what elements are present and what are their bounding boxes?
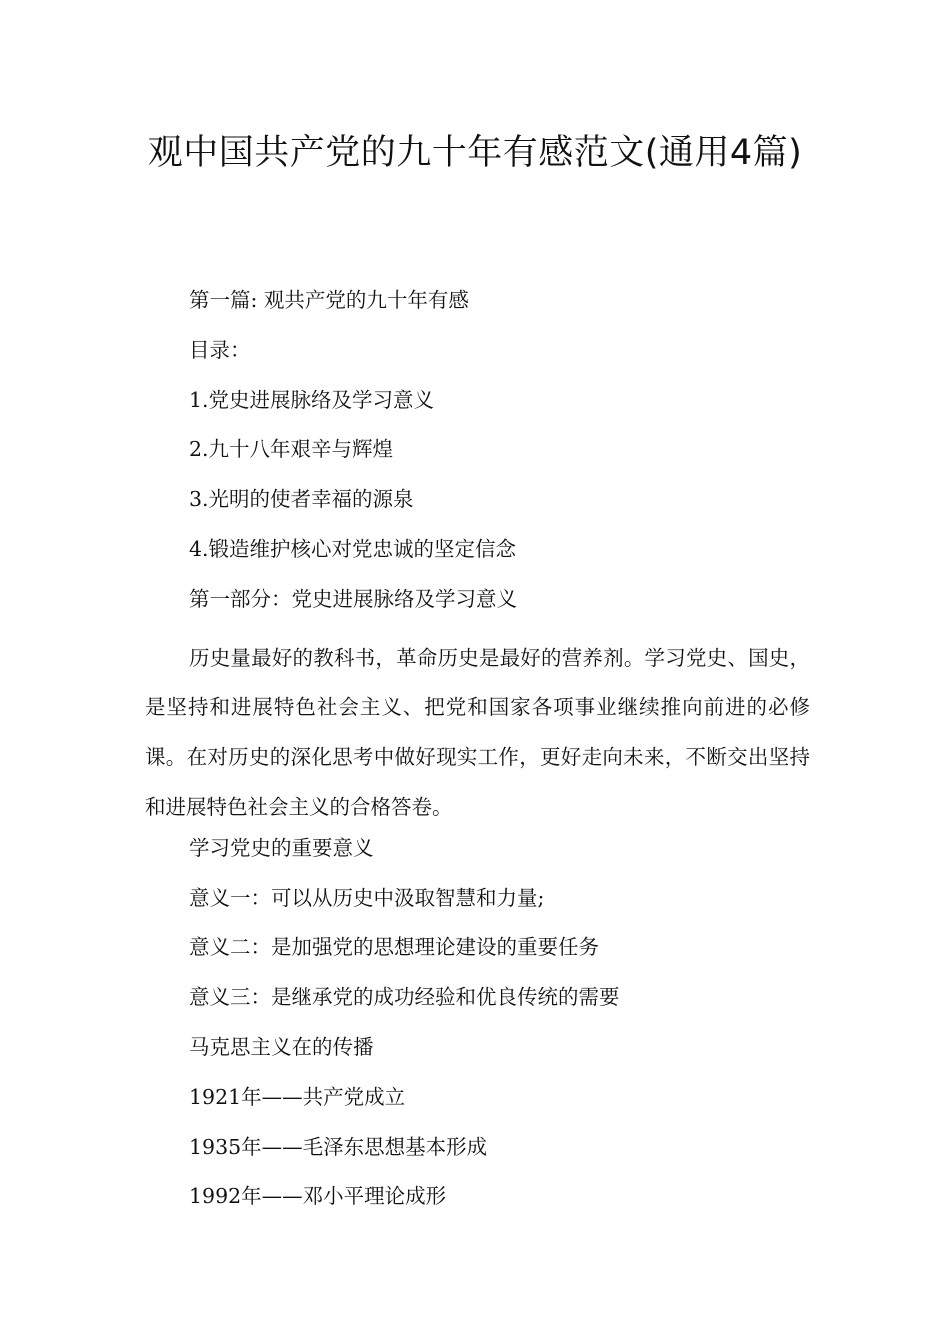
section-heading: 第一篇: 观共产党的九十年有感 [189,288,469,312]
body-paragraph: 历史量最好的教科书，革命历史是最好的营养剂。学习党史、国史，是坚持和进展特色社会主义、把党和国家各项事业继续推向前进的必修课。在对历史的深化思考中做好现实工作，更好走向未来，不断交出坚持和进展特色社会主义的合格答卷。 [145,645,810,819]
document-title: 观中国共产党的九十年有感范文(通用4篇) [147,133,803,173]
significance-item: 意义二：是加强党的思想理论建设的重要任务 [189,935,599,960]
subsection-heading: 学习党史的重要意义 [189,835,374,860]
document-body [145,285,810,1231]
significance-item: 意义一：可以从历史中汲取智慧和力量; [189,885,545,910]
toc-item: 1.党史进展脉络及学习意义 [189,387,435,412]
timeline-item: 1921年——共产党成立 [189,1084,406,1109]
toc-item: 3.光明的使者幸福的源泉 [189,487,414,512]
timeline-item: 1992年——邓小平理论成形 [189,1184,447,1209]
timeline-item: 1935年——毛泽东思想基本形成 [189,1134,488,1159]
toc-item: 4.锻造维护核心对党忠诚的坚定信念 [189,536,517,561]
subsection-heading: 马克思主义在的传播 [189,1034,374,1059]
significance-item: 意义三：是继承党的成功经验和优良传统的需要 [189,985,620,1010]
toc-label: 目录： [189,337,251,362]
part-heading: 第一部分：党史进展脉络及学习意义 [189,586,517,611]
toc-item: 2.九十八年艰辛与辉煌 [189,437,394,462]
